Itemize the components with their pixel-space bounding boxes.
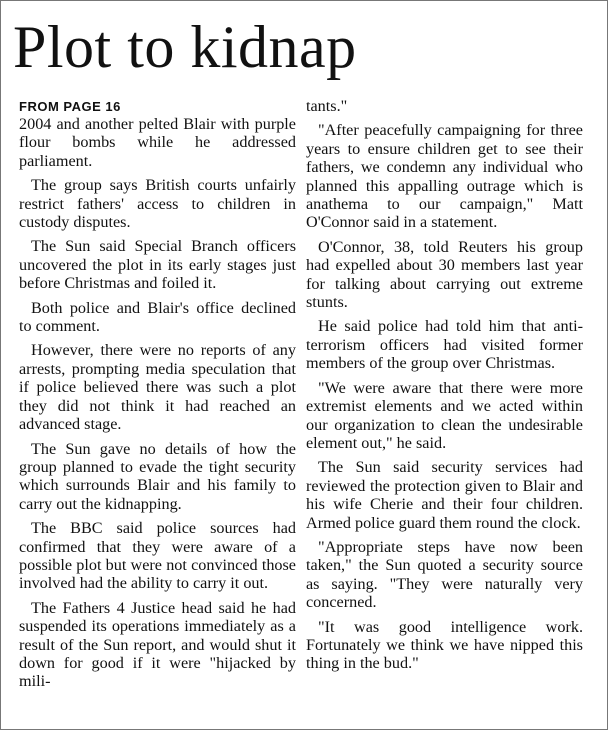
paragraph: The Fathers 4 Justice head said he had suspended its operations immediately as a result of the Sun report, and would shut it down for good if it were "hijacked by mili- [19, 598, 296, 691]
headline: Plot to kidnap [13, 14, 357, 80]
paragraph: The Sun gave no details of how the group planned to evade the tight security which surrounds Blair and his family to carry out the kidnapping. [19, 439, 296, 513]
paragraph: He said police had told him that anti-terrorism officers had visited former members of the group over Christmas. [306, 317, 583, 373]
paragraph: "It was good intelligence work. Fortunately we think we have nipped this thing in the bud." [306, 617, 583, 673]
paragraph: "Appropriate steps have now been taken," the Sun quoted a security source as saying. "They were naturally very concerned. [306, 537, 583, 612]
right-column [306, 97, 583, 679]
paragraph: The group says British courts unfairly restrict fathers' access to children in custody disputes. [19, 176, 296, 232]
paragraph: Both police and Blair's office declined to comment. [19, 298, 296, 336]
paragraph: tants." [306, 97, 348, 115]
paragraph: "We were aware that there were more extremist elements and we acted within our organization to clean the undesirable element out," he said. [306, 378, 583, 452]
paragraph: The BBC said police sources had confirmed that they were aware of a possible plot but were not convinced those involved had the ability to carry it out. [19, 519, 296, 593]
paragraph: O'Connor, 38, told Reuters his group had expelled about 30 members last year for talking about carrying out extreme stunts. [306, 237, 583, 312]
paragraph: "After peacefully campaigning for three years to ensure children get to see their fathers, we condemn any individual who planned this appalling outrage which is anathema to our campaign," Matt O'Connor said in a statement. [306, 121, 583, 232]
kicker: FROM PAGE 16 [19, 99, 121, 114]
left-column [19, 99, 296, 697]
paragraph: The Sun said security services had reviewed the protection given to Blair and his wife Cherie and their four children. Armed police guard them round the clock. [306, 458, 583, 532]
paragraph: 2004 and another pelted Blair with purple flour bombs while he addressed parliament. [19, 115, 296, 170]
paragraph: However, there were no reports of any arrests, prompting media speculation that if police believed there was such a plot they did not think it had reached an advanced stage. [19, 341, 296, 434]
paragraph: The Sun said Special Branch officers uncovered the plot in its early stages just before Christmas and foiled it. [19, 237, 296, 293]
